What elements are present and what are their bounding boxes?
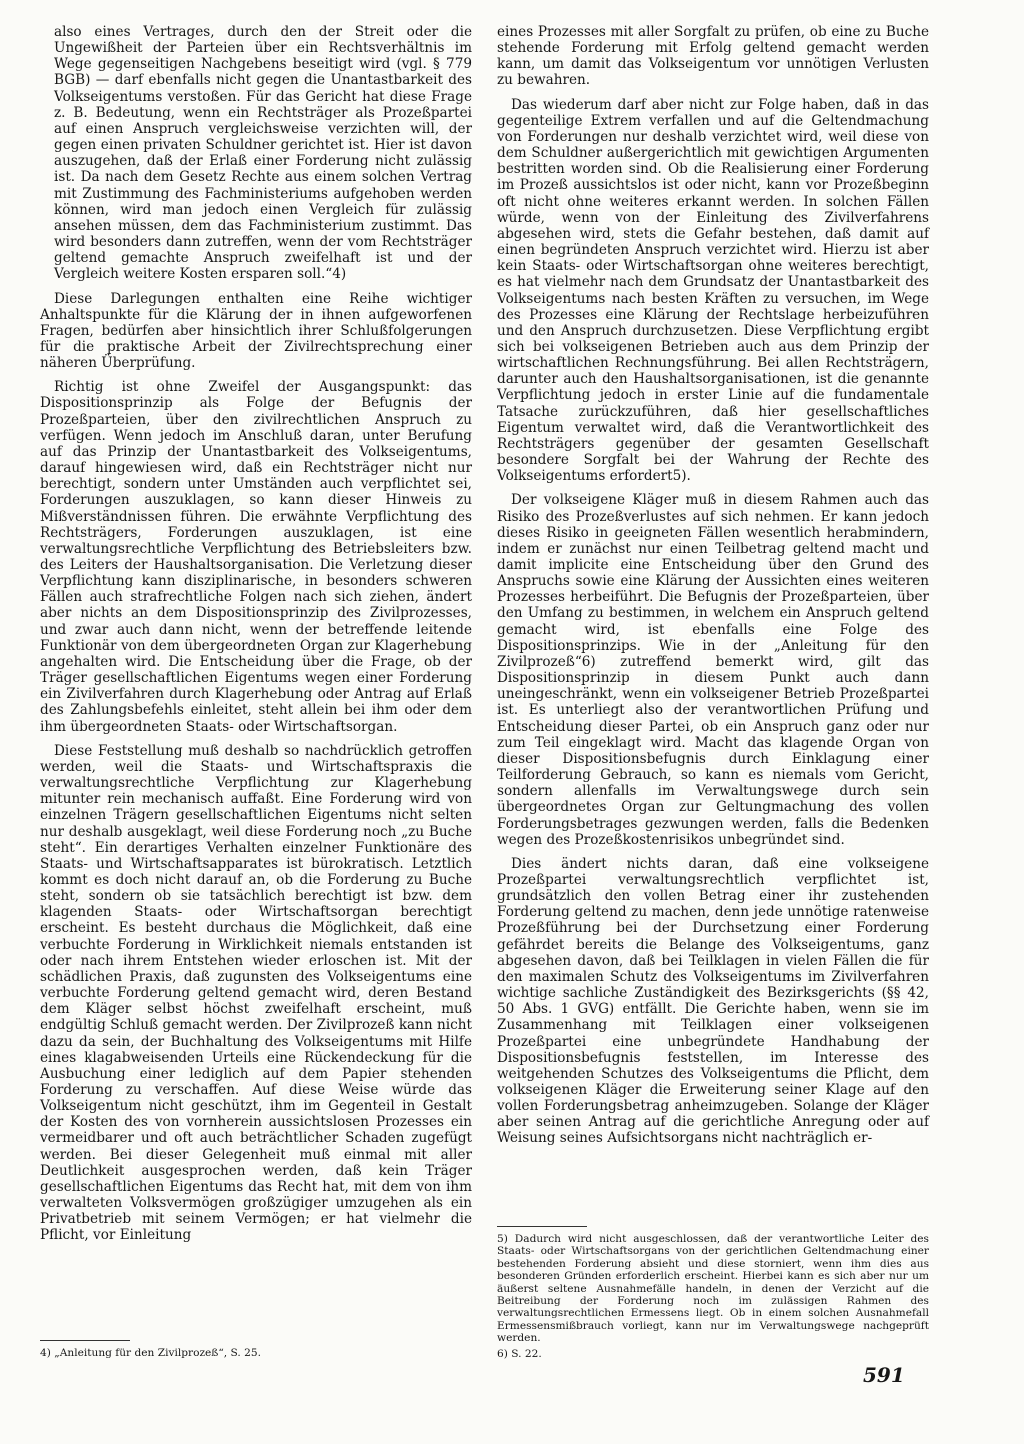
paragraph: also eines Vertrages, durch den der Streit oder die Ungewißheit der Parteien über ein Rechtsverhältnis im Wege gegenseitigen Nachgebens beseitigt wird (vgl. § 779 BGB) — darf ebenfalls nicht gegen die Unantastbarkeit des Volkseigentums verstoßen. Für das Gericht hat diese Frage z. B. Bedeutung, wenn ein Rechtsträger als Prozeßpartei auf einen Anspruch vergleichsweise verzichten will, der gegen einen privaten Schuldner gerichtet ist. Hier ist davon auszugehen, daß der Erlaß einer Forderung nicht zulässig ist. Da nach dem Gesetz Rechte aus einem solchen Vertrag mit Zustimmung des Fachministeriums aufgehoben werden können, wird man jedoch einen Vergleich für zulässig ansehen müssen, dem das Fachministerium zustimmt. Das wird besonders dann zutreffen, wenn der vom Rechtsträger geltend gemachte Anspruch zweifelhaft ist und der Vergleich weitere Kosten ersparen soll.“4) bbox=[54, 24, 472, 283]
paragraph: Das wiederum darf aber nicht zur Folge haben, daß in das gegenteilige Extrem verfallen und auf die Geltendmachung von Forderungen nur deshalb verzichtet wird, weil diese von dem Schuldner außergerichtlich mit gewichtigen Argumenten bestritten worden sind. Ob die Realisierung einer Forderung im Prozeß aussichtslos ist oder nicht, kann vor Prozeßbeginn oft nicht ohne weiteres erkannt werden. In solchen Fällen würde, wenn von der Einleitung des Zivilverfahrens abgesehen wird, stets die Gefahr bestehen, daß damit auf einen begründeten Anspruch verzichtet wird. Hierzu ist aber kein Staats- oder Wirtschaftsorgan ohne weiteres berechtigt, es hat vielmehr nach dem Grundsatz der Unantastbarkeit des Volkseigentums nach besten Kräften zu versuchen, im Wege des Prozesses eine Klärung der Rechtslage herbeizuführen und den Anspruch durchzusetzen. Diese Verpflichtung ergibt sich bei volkseigenen Betrieben auch aus dem Prinzip der wirtschaftlichen Rechnungsführung. Bei allen Rechtsträgern, darunter auch den Haushaltsorganisationen, ist die genannte Verpflichtung jedoch in erster Linie auf die fundamentale Tatsache zurückzuführen, daß hier gesellschaftliches Eigentum verwaltet wird, daß die Verantwortlichkeit des Rechtsträgers gegenüber der gesamten Gesellschaft besondere Sorgfalt bei der Wahrung der Rechte des Volkseigentums erfordert5). bbox=[497, 96, 929, 485]
footnote: 6) S. 22. bbox=[497, 1347, 542, 1360]
paragraph: Richtig ist ohne Zweifel der Ausgangspunkt: das Dispositionsprinzip als Folge der Befugnis der Prozeßparteien, über den zivilrechtlichen Anspruch zu verfügen. Wenn jedoch im Anschluß daran, unter Berufung auf das Prinzip der Unantastbarkeit des Volkseigentums, darauf hingewiesen wird, daß ein Rechtsträger nicht nur berechtigt, sondern unter Umständen auch verpflichtet sei, Forderungen auszuklagen, so kann dieser Hinweis zu Mißverständnissen führen. Die erwähnte Verpflichtung des Rechtsträgers, Forderungen auszuklagen, ist eine verwaltungsrechtliche Verpflichtung des Betriebsleiters bzw. des Leiters der Haushaltsorganisation. Die Verletzung dieser Verpflichtung kann disziplinarische, in besonders schweren Fällen auch strafrechtliche Folgen nach sich ziehen, ändert aber nichts an dem Dispositionsprinzip des Zivilprozesses, und zwar auch dann nicht, wenn der betreffende leitende Funktionär von dem übergeordneten Organ zur Klagerhebung angehalten wird. Die Entscheidung über die Frage, ob der Träger gesellschaftlichen Eigentums wegen einer Forderung ein Zivilverfahren durch Klagerhebung oder Antrag auf Erlaß des Zahlungsbefehls einleitet, steht allein bei ihm oder dem ihm übergeordneten Staats- oder Wirtschaftsorgan. bbox=[40, 379, 472, 735]
paragraph: Der volkseigene Kläger muß in diesem Rahmen auch das Risiko des Prozeßverlustes auf sich nehmen. Er kann jedoch dieses Risiko in geeigneten Fällen wesentlich herabmindern, indem er zunächst nur einen Teilbetrag geltend macht und damit implicite eine Entscheidung über den Grund des Anspruchs sowie eine Klärung der Aussichten eines weiteren Prozesses herbeiführt. Die Befugnis der Prozeßparteien, über den Umfang zu bestimmen, in welchem ein Anspruch geltend gemacht wird, ist ebenfalls eine Folge des Dispositionsprinzips. Wie in der „Anleitung für den Zivilprozeß“6) zutreffend bemerkt wird, gilt das Dispositionsprinzip in diesem Punkt auch dann uneingeschränkt, wenn ein volkseigener Betrieb Prozeßpartei ist. Es unterliegt also der verantwortlichen Prüfung und Entscheidung dieser Partei, ob ein Anspruch ganz oder nur zum Teil eingeklagt wird. Macht das klagende Organ von dieser Dispositionsbefugnis durch Einklagung einer Teilforderung Gebrauch, so kann es niemals vom Gericht, sondern allenfalls im Verwaltungswege durch sein übergeordnetes Organ zur Geltungmachung des vollen Forderungsbetrages gezwungen werden, falls die Bedenken wegen des Prozeßkostenrisikos unbegründet sind. bbox=[497, 492, 929, 848]
left-column bbox=[40, 24, 472, 1252]
footnote: 4) „Anleitung für den Zivilprozeß“, S. 25. bbox=[40, 1347, 261, 1359]
paragraph: Diese Feststellung muß deshalb so nachdrücklich getroffen werden, weil die Staats- und Wirtschaftspraxis die verwaltungsrechtliche Verpflichtung zur Klagerhebung mitunter rein mechanisch auffaßt. Eine Forderung wird von einzelnen Trägern gesellschaftlichen Eigentums nicht selten nur deshalb ausgeklagt, weil diese Forderung noch „zu Buche steht“. Ein derartiges Verhalten einzelner Funktionäre des Staats- und Wirtschaftsapparates ist bürokratisch. Letztlich kommt es doch nicht darauf an, ob die Forderung zu Buche steht, sondern ob sie tatsächlich berechtigt ist bzw. dem klagenden Staats- oder Wirtschaftsorgan berechtigt erscheint. Es besteht durchaus die Möglichkeit, daß eine verbuchte Forderung in Wirklichkeit niemals entstanden ist oder nach ihrem Entstehen wieder erloschen ist. Mit der schädlichen Praxis, daß zugunsten des Volkseigentums eine verbuchte Forderung geltend gemacht wird, deren Bestand dem Kläger selbst höchst zweifelhaft erscheint, muß endgültig Schluß gemacht werden. Der Zivilprozeß kann nicht dazu da sein, der Buchhaltung des Volkseigentums mit Hilfe eines klagabweisenden Urteils eine Rückendeckung für die Ausbuchung einer lediglich auf dem Papier stehenden Forderung zu verschaffen. Auf diese Weise würde das Volkseigentum nicht geschützt, ihm im Gegenteil in Gestalt der Kosten des von vornherein aussichtslosen Prozesses ein vermeidbarer und oft auch beträchtlicher Schaden zugefügt werden. Bei dieser Gelegenheit muß einmal mit aller Deutlichkeit ausgesprochen werden, daß kein Träger gesellschaftlichen Eigentums das Recht hat, mit dem von ihm verwalteten Volksvermögen großzügiger umzugehen als ein Privatbetrieb mit seinem Vermögen; er hat vielmehr die Pflicht, vor Einleitung bbox=[40, 742, 472, 1244]
footnote: 5) Dadurch wird nicht ausgeschlossen, daß der verantwortliche Leiter des Staats- oder Wirtschaftsorgans von der gerichtlichen Geltendmachung einer bestehenden Forderung absieht und diese storniert, wenn ihm dies aus besonderen Gründen erforderlich erscheint. Hierbei kann es sich aber nur um äußerst seltene Ausnahmefälle handeln, in denen der Verzicht auf die Beitreibung der Forderung noch im zulässigen Rahmen des verwaltungsrechtlichen Ermessens liegt. Ob in einem solchen Ausnahmefall Ermessensmißbrauch vorliegt, kann nur im Verwaltungswege nachgeprüft werden. bbox=[497, 1233, 929, 1345]
paragraph: Dies ändert nichts daran, daß eine volkseigene Prozeßpartei verwaltungsrechtlich verpflichtet ist, grundsätzlich den vollen Betrag einer ihr zustehenden Forderung geltend zu machen, denn jede unnötige ratenweise Prozeßführung bei der Durchsetzung einer Forderung gefährdet bereits die Belange des Volkseigentums, ganz abgesehen davon, daß bei Teilklagen in vielen Fällen die für den maximalen Schutz des Volkseigentums im Zivilverfahren wichtige sachliche Zuständigkeit des Bezirksgerichts (§§ 42, 50 Abs. 1 GVG) entfällt. Die Gerichte haben, wenn sie im Zusammenhang mit Teilklagen einer volkseigenen Prozeßpartei eine unbegründete Handhabung der Dispositionsbefugnis feststellen, im Interesse des weitgehenden Schutzes des Volkseigentums die Pflicht, dem volkseigenen Kläger die Erweiterung seiner Klage auf den vollen Forderungsbetrag anheimzugeben. Solange der Kläger aber seinen Antrag auf die gerichtliche Anregung oder auf Weisung seines Aufsichtsorgans nicht nachträglich er- bbox=[497, 855, 929, 1147]
footnote-rule bbox=[40, 1340, 130, 1341]
footnote-rule bbox=[497, 1226, 587, 1227]
footnotes-left bbox=[40, 1340, 472, 1362]
paragraph: eines Prozesses mit aller Sorgfalt zu prüfen, ob eine zu Buche stehende Forderung mit Erfolg geltend gemacht werden kann, um damit das Volkseigentum vor unnötigen Verlusten zu bewahren. bbox=[497, 24, 929, 89]
right-column bbox=[497, 24, 929, 1155]
footnotes-right bbox=[497, 1226, 929, 1363]
page-number: 591 bbox=[863, 1363, 905, 1387]
paragraph: Diese Darlegungen enthalten eine Reihe wichtiger Anhaltspunkte für die Klärung der in ihnen aufgeworfenen Fragen, bedürfen aber hinsichtlich ihrer Schlußfolgerungen für die praktische Arbeit der Zivilrechtsprechung einer näheren Überprüfung. bbox=[40, 290, 472, 372]
